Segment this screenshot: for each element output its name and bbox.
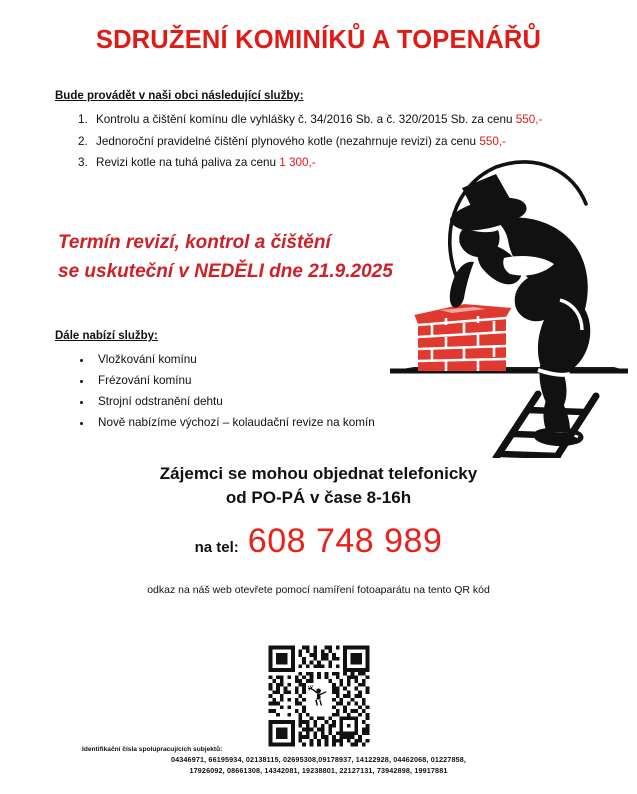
service-text: Revizi kotle na tuhá paliva za cenu bbox=[96, 156, 280, 169]
footer-label: Identifikační čísla spolupracujících subjektů: bbox=[82, 746, 223, 753]
chimney-sweep-illustration bbox=[378, 158, 637, 458]
services-list bbox=[55, 109, 595, 174]
qr-caption: odkaz na náš web otevřete pomocí namíření fotoaparátu na tento QR kód bbox=[147, 584, 490, 596]
further-service-item: • Vložkování komínu bbox=[93, 349, 415, 370]
footer-section bbox=[0, 745, 637, 776]
phone-row bbox=[0, 523, 637, 559]
chimney-sweep-figure-icon bbox=[308, 685, 330, 707]
phone-label: na tel: bbox=[194, 539, 239, 556]
phone-number[interactable]: 608 748 989 bbox=[247, 522, 443, 560]
service-text: Kontrolu a čištění komínu dle vyhlášky č. 34/2016 Sb. a č. 320/2015 Sb. za cenu bbox=[96, 113, 516, 126]
service-price: 1 300,- bbox=[279, 156, 316, 169]
further-service-item: • Frézování komínu bbox=[93, 370, 415, 391]
announcement-section bbox=[58, 228, 448, 286]
contact-line-1: Zájemci se mohou objednat telefonicky bbox=[159, 464, 478, 483]
footer-numbers-line-1: 04346971, 66195934, 02138115, 02695308,09178937, 14122928, 04462068, 01227858, bbox=[170, 755, 467, 764]
further-service-item: • Strojní odstranění dehtu bbox=[93, 391, 415, 412]
services-heading: Bude provádět v naši obci následující služby: bbox=[55, 90, 304, 102]
services-section bbox=[55, 90, 595, 174]
service-item bbox=[91, 131, 595, 153]
service-text: Jednoroční pravidelné čištění plynového kotle (nezahrnuje revizi) za cenu bbox=[96, 134, 480, 148]
page-title: SDRUŽENÍ KOMINÍKŮ A TOPENÁŘŮ bbox=[95, 26, 542, 54]
footer-numbers-line-2: 17926092, 08661308, 14342081, 19238801, 22127131, 73942898, 19917881 bbox=[189, 765, 448, 775]
service-price: 550,- bbox=[479, 134, 506, 148]
contact-section bbox=[0, 462, 637, 559]
announcement-line-1: Termín revizí, kontrol a čištění bbox=[58, 232, 331, 253]
qr-code[interactable] bbox=[265, 642, 373, 750]
service-item bbox=[91, 152, 595, 174]
contact-line-2: od PO-PÁ v čase 8-16h bbox=[225, 488, 412, 507]
announcement-line-2: se uskuteční v NEDĚLI dne 21.9.2025 bbox=[58, 261, 393, 282]
further-services-section bbox=[55, 330, 415, 433]
service-price: 550,- bbox=[515, 113, 543, 126]
further-services-heading: Dále nabízí služby: bbox=[55, 330, 158, 342]
service-item bbox=[91, 109, 595, 131]
further-service-item: • Nově nabízíme výchozí – kolaudační revize na komín bbox=[93, 412, 415, 433]
further-services-list bbox=[55, 349, 415, 433]
brick-chimney-icon bbox=[414, 303, 512, 371]
